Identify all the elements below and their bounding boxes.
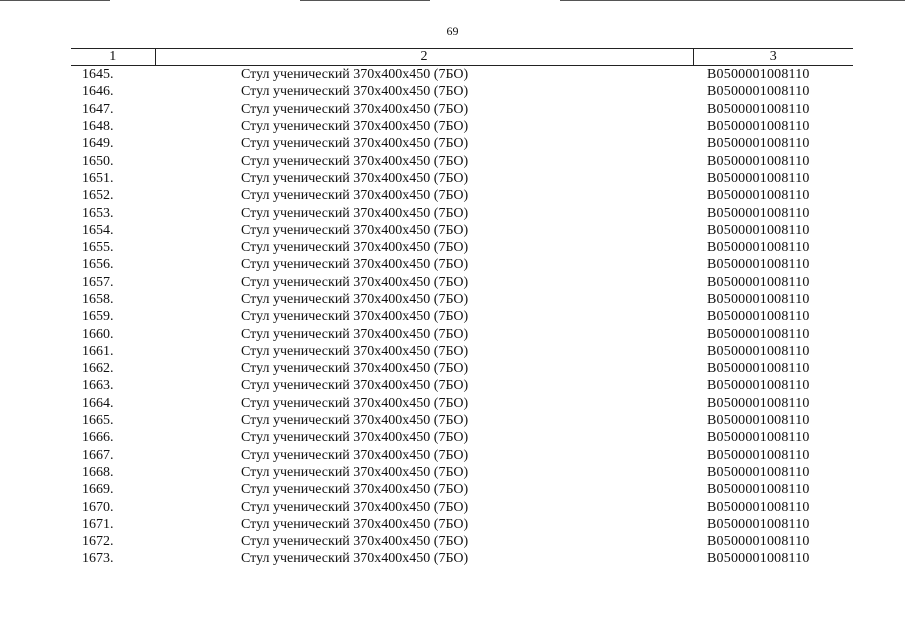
item-code-cell: B0500001008110 bbox=[707, 67, 810, 83]
table-row bbox=[71, 118, 853, 135]
item-name-cell: Стул ученический 370x400x450 (7БО) bbox=[241, 343, 469, 359]
item-code-cell: B0500001008110 bbox=[707, 101, 810, 117]
item-code-cell: B0500001008110 bbox=[707, 430, 810, 446]
item-code-cell: B0500001008110 bbox=[707, 274, 810, 290]
table-row bbox=[71, 516, 853, 533]
table-header-row bbox=[71, 49, 853, 66]
items-table bbox=[71, 48, 853, 568]
row-number-cell: 1666. bbox=[82, 430, 114, 446]
item-code-cell: B0500001008110 bbox=[707, 222, 810, 238]
table-row bbox=[71, 325, 853, 342]
row-number-cell: 1670. bbox=[82, 499, 114, 515]
item-name-cell: Стул ученический 370x400x450 (7БО) bbox=[241, 170, 469, 186]
item-name-cell: Стул ученический 370x400x450 (7БО) bbox=[241, 361, 469, 377]
table-row bbox=[71, 464, 853, 481]
item-code-cell: B0500001008110 bbox=[707, 292, 810, 307]
item-code-cell: B0500001008110 bbox=[707, 499, 810, 515]
item-code-cell: B0500001008110 bbox=[707, 119, 810, 135]
column-header-3: 3 bbox=[693, 49, 853, 66]
row-number-cell: 1661. bbox=[82, 343, 114, 359]
item-name-cell: Стул ученический 370x400x450 (7БО) bbox=[241, 534, 469, 550]
item-code-cell: B0500001008110 bbox=[707, 343, 810, 359]
item-name-cell: Стул ученический 370x400x450 (7БО) bbox=[241, 430, 469, 446]
item-code-cell: B0500001008110 bbox=[707, 516, 810, 532]
item-name-cell: Стул ученический 370x400x450 (7БО) bbox=[241, 499, 469, 515]
table-row bbox=[71, 274, 853, 291]
row-number-cell: 1662. bbox=[82, 361, 114, 377]
table-row bbox=[71, 395, 853, 412]
table-row bbox=[71, 308, 853, 325]
item-name-cell: Стул ученический 370x400x450 (7БО) bbox=[241, 153, 469, 169]
item-code-cell: B0500001008110 bbox=[707, 361, 810, 377]
item-name-cell: Стул ученический 370x400x450 (7БО) bbox=[241, 309, 469, 325]
table-row bbox=[71, 239, 853, 256]
row-number-cell: 1645. bbox=[82, 67, 114, 83]
item-code-cell: B0500001008110 bbox=[707, 534, 810, 550]
table-row bbox=[71, 360, 853, 377]
item-name-cell: Стул ученический 370x400x450 (7БО) bbox=[241, 292, 469, 307]
item-code-cell: B0500001008110 bbox=[707, 482, 810, 498]
item-code-cell: B0500001008110 bbox=[707, 257, 810, 273]
table-row bbox=[71, 447, 853, 464]
table-row bbox=[71, 343, 853, 360]
item-name-cell: Стул ученический 370x400x450 (7БО) bbox=[241, 240, 469, 256]
table-row bbox=[71, 550, 853, 567]
item-name-cell: Стул ученический 370x400x450 (7БО) bbox=[241, 257, 469, 273]
row-number-cell: 1673. bbox=[82, 551, 114, 567]
column-header-1: 1 bbox=[71, 49, 155, 66]
item-name-cell: Стул ученический 370x400x450 (7БО) bbox=[241, 222, 469, 238]
row-number-cell: 1652. bbox=[82, 188, 114, 204]
item-name-cell: Стул ученический 370x400x450 (7БО) bbox=[241, 378, 469, 394]
item-code-cell: B0500001008110 bbox=[707, 464, 810, 480]
table-row bbox=[71, 135, 853, 152]
item-name-cell: Стул ученический 370x400x450 (7БО) bbox=[241, 205, 469, 221]
top-rule-left bbox=[0, 0, 110, 1]
item-code-cell: B0500001008110 bbox=[707, 551, 810, 567]
row-number-cell: 1657. bbox=[82, 274, 114, 290]
table-row bbox=[71, 83, 853, 100]
item-name-cell: Стул ученический 370x400x450 (7БО) bbox=[241, 119, 469, 135]
table-row bbox=[71, 533, 853, 550]
table-row bbox=[71, 481, 853, 498]
row-number-cell: 1669. bbox=[82, 482, 114, 498]
row-number-cell: 1653. bbox=[82, 205, 114, 221]
column-header-2: 2 bbox=[155, 49, 693, 66]
table-row bbox=[71, 498, 853, 515]
item-name-cell: Стул ученический 370x400x450 (7БО) bbox=[241, 464, 469, 480]
item-name-cell: Стул ученический 370x400x450 (7БО) bbox=[241, 84, 469, 100]
item-code-cell: B0500001008110 bbox=[707, 395, 810, 411]
table-row bbox=[71, 429, 853, 446]
item-code-cell: B0500001008110 bbox=[707, 326, 810, 342]
item-name-cell: Стул ученический 370x400x450 (7БО) bbox=[241, 551, 469, 567]
row-number-cell: 1651. bbox=[82, 170, 114, 186]
table-body bbox=[71, 66, 853, 568]
table-row bbox=[71, 291, 853, 308]
row-number-cell: 1663. bbox=[82, 378, 114, 394]
table-row bbox=[71, 170, 853, 187]
row-number-cell: 1659. bbox=[82, 309, 114, 325]
table-row bbox=[71, 204, 853, 221]
row-number-cell: 1647. bbox=[82, 101, 114, 117]
table-row bbox=[71, 412, 853, 429]
table-row bbox=[71, 256, 853, 273]
item-name-cell: Стул ученический 370x400x450 (7БО) bbox=[241, 67, 469, 83]
item-code-cell: B0500001008110 bbox=[707, 240, 810, 256]
row-number-cell: 1650. bbox=[82, 153, 114, 169]
row-number-cell: 1654. bbox=[82, 222, 114, 238]
item-code-cell: B0500001008110 bbox=[707, 447, 810, 463]
top-rule-right bbox=[560, 0, 905, 1]
item-code-cell: B0500001008110 bbox=[707, 413, 810, 429]
row-number-cell: 1664. bbox=[82, 395, 114, 411]
row-number-cell: 1648. bbox=[82, 119, 114, 135]
item-code-cell: B0500001008110 bbox=[707, 170, 810, 186]
item-name-cell: Стул ученический 370x400x450 (7БО) bbox=[241, 516, 469, 532]
row-number-cell: 1667. bbox=[82, 447, 114, 463]
table-row bbox=[71, 101, 853, 118]
row-number-cell: 1649. bbox=[82, 136, 114, 152]
page-number: 69 bbox=[446, 24, 459, 38]
row-number-cell: 1656. bbox=[82, 257, 114, 273]
table-row bbox=[71, 222, 853, 239]
top-rule-middle bbox=[300, 0, 430, 1]
item-name-cell: Стул ученический 370x400x450 (7БО) bbox=[241, 482, 469, 498]
row-number-cell: 1660. bbox=[82, 326, 114, 342]
item-name-cell: Стул ученический 370x400x450 (7БО) bbox=[241, 326, 469, 342]
row-number-cell: 1665. bbox=[82, 413, 114, 429]
items-table-container bbox=[71, 48, 853, 568]
table-row bbox=[71, 66, 853, 84]
table-row bbox=[71, 187, 853, 204]
row-number-cell: 1658. bbox=[82, 292, 114, 307]
item-code-cell: B0500001008110 bbox=[707, 153, 810, 169]
table-row bbox=[71, 377, 853, 394]
item-name-cell: Стул ученический 370x400x450 (7БО) bbox=[241, 447, 469, 463]
item-name-cell: Стул ученический 370x400x450 (7БО) bbox=[241, 395, 469, 411]
row-number-cell: 1668. bbox=[82, 464, 114, 480]
item-code-cell: B0500001008110 bbox=[707, 188, 810, 204]
item-code-cell: B0500001008110 bbox=[707, 136, 810, 152]
item-name-cell: Стул ученический 370x400x450 (7БО) bbox=[241, 188, 469, 204]
item-name-cell: Стул ученический 370x400x450 (7БО) bbox=[241, 413, 469, 429]
item-code-cell: B0500001008110 bbox=[707, 309, 810, 325]
item-name-cell: Стул ученический 370x400x450 (7БО) bbox=[241, 136, 469, 152]
item-code-cell: B0500001008110 bbox=[707, 378, 810, 394]
item-code-cell: B0500001008110 bbox=[707, 205, 810, 221]
item-code-cell: B0500001008110 bbox=[707, 84, 810, 100]
row-number-cell: 1655. bbox=[82, 240, 114, 256]
item-name-cell: Стул ученический 370x400x450 (7БО) bbox=[241, 274, 469, 290]
row-number-cell: 1671. bbox=[82, 516, 114, 532]
table-row bbox=[71, 152, 853, 169]
row-number-cell: 1672. bbox=[82, 534, 114, 550]
row-number-cell: 1646. bbox=[82, 84, 114, 100]
item-name-cell: Стул ученический 370x400x450 (7БО) bbox=[241, 101, 469, 117]
